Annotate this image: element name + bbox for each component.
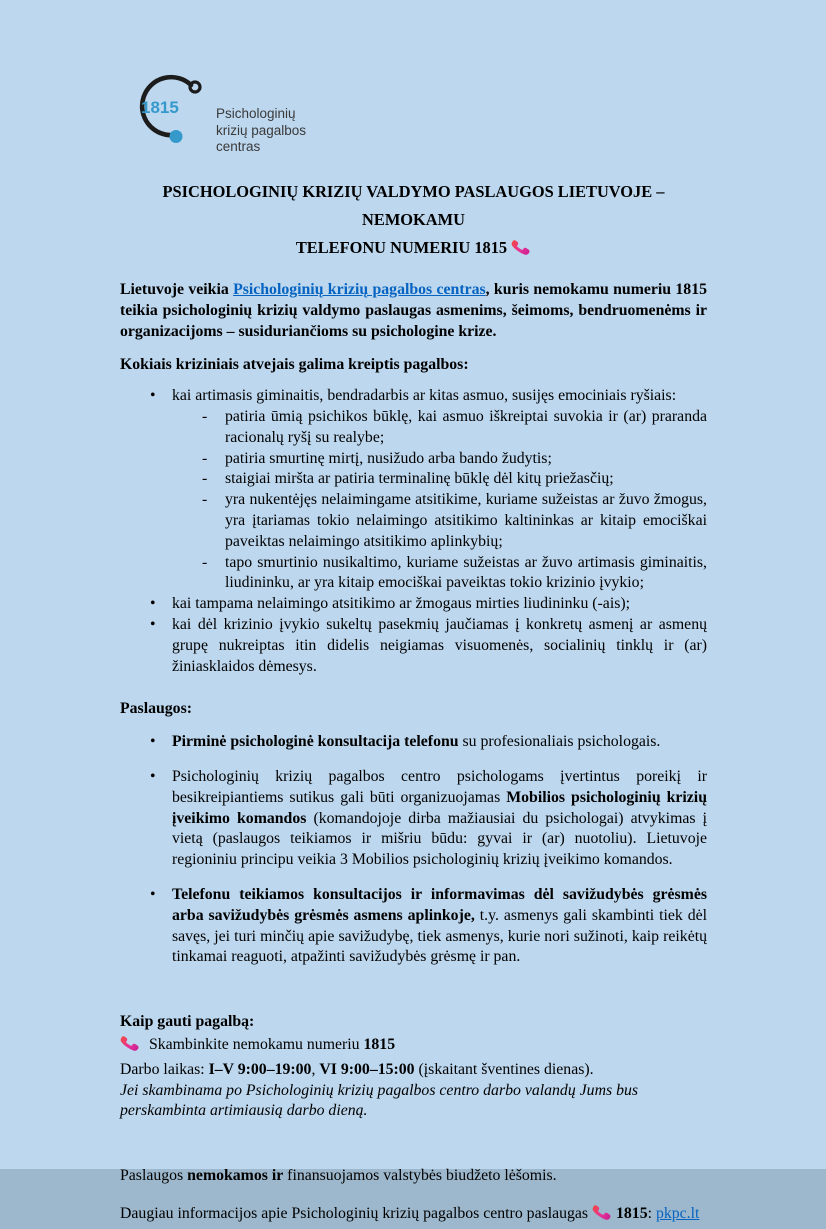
working-hours-line bbox=[120, 1060, 707, 1081]
hyperlink[interactable]: pkpc.lt bbox=[655, 1204, 700, 1222]
text-run: I–V 9:00–19:00 bbox=[208, 1060, 312, 1078]
phone-receiver-icon bbox=[592, 1202, 612, 1222]
logo-text-line: centras bbox=[216, 139, 261, 154]
crisis-case-subitem: - staigiai miršta ar patiria terminalinę būklę dėl kitų priežasčių; bbox=[200, 469, 707, 490]
text-run: (komandojoje dirba mažiausiai du psichologai) atvykimas į vietą (paslaugos teikiamos ir mišriu būdu: gyvai ir (ar) nuotoliu). Lietuvoje regioniniu principu veikia 3 Mobilios psichologinių krizių įveikimo komandos. bbox=[172, 809, 707, 869]
text-run: Telefonu teikiamos konsultacijos ir informavimas dėl savižudybės grėsmės arba savižudybės grėsmės asmens aplinkoje, bbox=[172, 885, 707, 924]
text-run: Psichologinių krizių pagalbos centro psichologams įvertintus poreikį ir besikreipiantiems sutikus gali būti organizuojamas bbox=[172, 767, 707, 806]
text-run: Skambinkite nemokamu numeriu bbox=[145, 1035, 364, 1053]
page-title-line1: PSICHOLOGINIŲ KRIZIŲ VALDYMO PASLAUGOS LIETUVOJE – NEMOKAMU bbox=[162, 182, 665, 229]
crisis-case-subitem: - yra nukentėjęs nelaimingame atsitikime, kuriame sužeistas ar žuvo žmogus, yra įtariamas tokio nelaimingo atsitikimo kaltininkas ar kitaip emociškai paveiktas nelaimingo atsitikimo aplinkybių; bbox=[200, 490, 707, 552]
phone-icon bbox=[120, 1033, 140, 1060]
text-run: 1815 bbox=[363, 1035, 396, 1053]
hyperlink[interactable]: Psichologinių krizių pagalbos centras bbox=[233, 281, 486, 298]
logo-text-line: Psichologinių bbox=[216, 106, 296, 121]
phone-icon-slot bbox=[511, 237, 531, 266]
crisis-case-subitem: - patiria smurtinę mirtį, nusižudo arba bando žudytis; bbox=[200, 449, 707, 470]
text-run: Daugiau informacijos apie Psichologinių krizių pagalbos centro paslaugas bbox=[120, 1204, 593, 1222]
service-item bbox=[148, 885, 707, 968]
funding-line bbox=[120, 1166, 707, 1187]
text-run: Mobilios psichologinių krizių įveikimo komandos bbox=[172, 788, 707, 827]
crisis-case-subitem: - tapo smurtinio nusikaltimo, kuriame sužeistas ar žuvo artimasis giminaitis, liudininku, ar yra kitaip emociškai paveiktas tokio krizinio įvykio; bbox=[200, 553, 707, 595]
phone-icon bbox=[592, 1202, 612, 1229]
text-run: su profesionaliais psichologais. bbox=[458, 733, 661, 751]
text-run: : bbox=[647, 1204, 656, 1222]
call-line bbox=[120, 1033, 707, 1060]
page-title bbox=[120, 178, 707, 266]
text-run: finansuojamos valstybės biudžeto lėšomis. bbox=[283, 1167, 557, 1185]
service-item bbox=[148, 732, 707, 753]
logo-text-line: krizių pagalbos bbox=[216, 122, 307, 138]
text-run: t.y. asmenys gali skambinti tiek dėl savęs, jei turi minčių apie savižudybę, tiek asmenys, kurie nori sužinoti, kaip reikėtų tinkamai reaguoti, atpažinti savižudybės grėsmę ir pan. bbox=[172, 906, 707, 966]
how-to-heading: Kaip gauti pagalbą: bbox=[120, 1013, 255, 1031]
services-heading: Paslaugos: bbox=[120, 700, 192, 718]
text-run: (įskaitant šventines dienas). bbox=[414, 1060, 594, 1078]
text-run: VI 9:00–15:00 bbox=[319, 1060, 415, 1078]
page-title-line2: TELEFONU NUMERIU 1815 bbox=[296, 238, 531, 257]
logo bbox=[134, 72, 707, 158]
crisis-case-item: • kai artimasis giminaitis, bendradarbis ar kitas asmuo, susijęs emociniais ryšiais: - patiria ūmią psichikos būklę, kai asmuo iškreiptai suvokia ir (ar) praranda racionalų ryšį su realybe; - patiria smurtinę mirtį, nusižudo arba bando žudytis; - staigiai miršta ar patiria terminalinę būklę dėl kitų priežasčių; - yra nukentėjęs nelaimingame atsitikime, kuriame sužeistas ar žuvo žmogus, yra įtariamas tokio nelaimingo atsitikimo kaltininkas ar kitaip emociškai paveiktas nelaimingo atsitikimo aplinkybių; - tapo smurtinio nusikaltimo, kuriame sužeistas ar žuvo artimasis giminaitis, liudininku, ar yra kitaip emociškai paveiktas tokio krizinio įvykio; bbox=[148, 386, 707, 594]
how-to-get-help-section bbox=[120, 1012, 707, 1122]
logo-text bbox=[216, 106, 306, 156]
text-run: 1815 bbox=[616, 1204, 648, 1222]
text-run: nemokamos ir bbox=[187, 1167, 284, 1185]
crisis-cases-list bbox=[120, 386, 707, 677]
phone-receiver-icon bbox=[120, 1033, 140, 1053]
crisis-cases-heading: Kokiais kriziniais atvejais galima kreiptis pagalbos: bbox=[120, 356, 469, 374]
crisis-case-subitem: - patiria ūmią psichikos būklę, kai asmuo iškreiptai suvokia ir (ar) praranda racionalų ryšį su realybe; bbox=[200, 407, 707, 449]
crisis-case-item: • kai tampama nelaimingo atsitikimo ar žmogaus mirties liudininku (-ais); bbox=[148, 594, 707, 615]
text-run: Lietuvoje veikia bbox=[120, 281, 234, 298]
text-run: Paslaugos bbox=[120, 1167, 188, 1185]
services-list bbox=[120, 732, 707, 968]
text-run: , bbox=[311, 1060, 320, 1078]
text-run: , kuris nemokamu numeriu 1815 teikia psichologinių krizių valdymo paslaugas asmenims, šeimoms, bendruomenėms ir organizacijoms – susiduriančioms su psichologine krize. bbox=[120, 281, 707, 340]
logo-number: 1815 bbox=[141, 98, 179, 117]
text-run: Darbo laikas: bbox=[120, 1060, 209, 1078]
more-info-line bbox=[120, 1202, 707, 1229]
service-item bbox=[148, 767, 707, 871]
logo-1815-icon bbox=[134, 72, 206, 144]
text-run: Pirminė psichologinė konsultacija telefonu bbox=[172, 733, 459, 751]
crisis-case-item: • kai dėl krizinio įvykio sukeltų pasekmių jaučiamas į konkretų asmenį ar asmenų grupę nukreiptas itin didelis neigiamas visuomenės, socialinių tinklų ir (ar) žiniasklaidos dėmesys. bbox=[148, 615, 707, 677]
phone-receiver-icon bbox=[511, 237, 531, 257]
crisis-case-sublist bbox=[172, 407, 707, 594]
after-hours-note: Jei skambinama po Psichologinių krizių pagalbos centro darbo valandų Jums bus perskambinta artimiausią darbo dieną. bbox=[120, 1081, 639, 1120]
intro-paragraph bbox=[120, 280, 707, 342]
